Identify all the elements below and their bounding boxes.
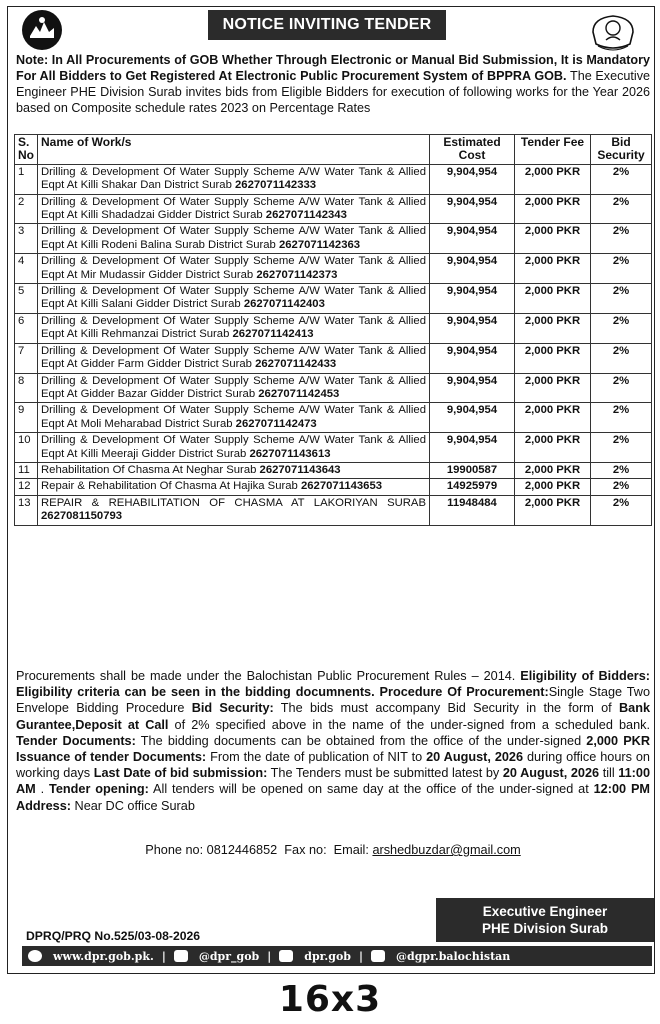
row-tender-fee: 2,000 PKR (515, 343, 591, 373)
work-description: Drilling & Development Of Water Supply Scheme A/W Water Tank & Allied Eqpt At Moli Meharabad District Surab (41, 404, 426, 430)
work-description: Drilling & Development Of Water Supply Scheme A/W Water Tank & Allied Eqpt At Killi Shadadzai Gidder District Surab (41, 195, 426, 222)
row-bid-security: 2% (591, 373, 652, 403)
table-row (15, 479, 652, 495)
documents-date: 20 August, 2026 (426, 750, 524, 765)
header-name: Name of Work/s (38, 135, 430, 165)
row-sno: 6 (15, 313, 38, 343)
work-code: 2627071143653 (300, 480, 383, 493)
works-table (14, 134, 652, 526)
row-estimated-cost: 9,904,954 (430, 284, 515, 314)
work-description: Drilling & Development Of Water Supply Scheme A/W Water Tank & Allied Eqpt At Killi Rodeni Balina Surab District Surab (41, 225, 426, 251)
row-sno: 9 (15, 403, 38, 433)
work-description: Drilling & Development Of Water Supply Scheme A/W Water Tank & Allied Eqpt At Killi Meeraji Gidder District Surab (41, 434, 426, 460)
header-sno: S. No (15, 135, 38, 165)
header-tender-fee: Tender Fee (515, 135, 591, 165)
table-header-row (15, 135, 652, 165)
row-tender-fee: 2,000 PKR (515, 495, 591, 525)
security-form: Bank Gurantee,Deposit at Call (16, 701, 651, 732)
work-description: REPAIR & REHABILITATION OF CHASMA AT LAKORIYAN SURAB (41, 496, 426, 509)
header-bid-security: Bid Security (591, 135, 652, 165)
email-link[interactable]: arshedbuzdar@gmail.com (372, 843, 521, 857)
signature-title: Executive Engineer (482, 904, 608, 919)
row-bid-security: 2% (591, 313, 652, 343)
row-bid-security: 2% (591, 164, 652, 194)
table-row (15, 433, 652, 463)
work-description: Drilling & Development Of Water Supply Scheme A/W Water Tank & Allied Eqpt At Killi Rehmanzai District Surab (41, 314, 426, 341)
work-description: Drilling & Development Of Water Supply Scheme A/W Water Tank & Allied Eqpt At Killi Shakar Dan District Surab (41, 165, 426, 192)
fax-label: Fax no: (284, 843, 327, 857)
opening-label: Tender opening: (49, 782, 149, 797)
address-text: Near DC office Surab (71, 798, 195, 813)
twitter-handle[interactable]: @dpr_gob (198, 949, 260, 963)
row-work-name (38, 373, 430, 403)
row-work-name (38, 254, 430, 284)
documents-fee: 2,000 PKR Issuance of tender Documents: (16, 733, 651, 765)
row-tender-fee: 2,000 PKR (515, 462, 591, 478)
work-description: Rehabilitation Of Chasma At Neghar Surab (41, 463, 257, 476)
work-code: 2627071142373 (256, 268, 338, 281)
government-emblem-icon (22, 10, 62, 50)
row-estimated-cost: 9,904,954 (430, 373, 515, 403)
row-estimated-cost: 11948484 (430, 495, 515, 525)
row-tender-fee: 2,000 PKR (515, 403, 591, 433)
row-bid-security: 2% (591, 194, 652, 224)
row-work-name (38, 462, 430, 478)
twitter-icon (174, 950, 188, 962)
registration-note: Note: In All Procurements of GOB Whether Through Electronic or Manual Bid Submission, It is Mandatory For All Bidders to Get Registered At Electronic Public Procurement System of BPPRA GOB. (16, 53, 650, 83)
work-code: 2627071142413 (232, 328, 314, 341)
row-bid-security: 2% (591, 462, 652, 478)
last-date-text-2: till (599, 766, 619, 781)
row-sno: 5 (15, 284, 38, 314)
table-row (15, 284, 652, 314)
row-work-name (38, 343, 430, 373)
row-work-name (38, 284, 430, 314)
table-row (15, 495, 652, 525)
row-sno: 7 (15, 343, 38, 373)
row-bid-security: 2% (591, 479, 652, 495)
work-code: 2627071143613 (249, 447, 331, 460)
row-sno: 3 (15, 224, 38, 254)
row-tender-fee: 2,000 PKR (515, 254, 591, 284)
row-sno: 4 (15, 254, 38, 284)
documents-text-2: From the date of publication of NIT to (206, 750, 427, 765)
ad-size-label: 16x3 (278, 979, 382, 1020)
row-estimated-cost: 9,904,954 (430, 224, 515, 254)
last-date-text: The Tenders must be submitted latest by (267, 766, 503, 781)
opening-time: 12:00 PM (593, 782, 650, 797)
row-estimated-cost: 9,904,954 (430, 343, 515, 373)
work-code: 2627071142363 (278, 238, 361, 251)
row-work-name (38, 224, 430, 254)
eligibility-label: Eligibility of Bidders: Eligibility criteria can be seen in the bidding documnents. Procedure Of Procurement: (16, 669, 650, 700)
tender-conditions (16, 668, 650, 814)
work-code: 2627071142343 (265, 209, 347, 222)
row-bid-security: 2% (591, 403, 652, 433)
row-tender-fee: 2,000 PKR (515, 313, 591, 343)
work-description: Drilling & Development Of Water Supply Scheme A/W Water Tank & Allied Eqpt At Mir Mudassir Gidder District Surab (41, 255, 426, 281)
work-code: 2627071142333 (235, 179, 317, 192)
row-sno: 13 (15, 495, 38, 525)
invitation-text: The Executive Engineer PHE Division Surab invites bids from Eligible Bidders for execution of following works for the Year 2026 based on Composite schedule rates 2023 on Percentage Rates (16, 69, 651, 115)
social-footer (22, 946, 652, 966)
work-code: 2627081150793 (41, 510, 123, 523)
work-description: Drilling & Development Of Water Supply Scheme A/W Water Tank & Allied Eqpt At Killi Salani Gidder District Surab (41, 285, 426, 311)
row-estimated-cost: 9,904,954 (430, 313, 515, 343)
row-bid-security: 2% (591, 343, 652, 373)
row-work-name (38, 433, 430, 463)
website-link[interactable]: www.dpr.gob.pk. (53, 949, 154, 963)
row-tender-fee: 2,000 PKR (515, 224, 591, 254)
row-work-name (38, 479, 430, 495)
row-tender-fee: 2,000 PKR (515, 373, 591, 403)
instagram-icon (279, 950, 293, 962)
row-estimated-cost: 9,904,954 (430, 433, 515, 463)
procedure-text: Single Stage Two Envelope Bidding Procedure (16, 685, 651, 716)
work-description: Repair & Rehabilitation Of Chasma At Hajika Surab (41, 480, 298, 493)
row-bid-security: 2% (591, 224, 652, 254)
row-estimated-cost: 9,904,954 (430, 164, 515, 194)
security-text-2: of 2% specified above in the name of the under-signed from a scheduled bank. (168, 717, 650, 732)
email-label: Email: (333, 843, 373, 857)
table-row (15, 224, 652, 254)
documents-text-3: during office hours on working days (16, 750, 650, 781)
row-bid-security: 2% (591, 254, 652, 284)
row-sno: 2 (15, 194, 38, 224)
last-date-label: Last Date of bid submission: (93, 766, 268, 781)
row-work-name (38, 495, 430, 525)
row-sno: 11 (15, 462, 38, 478)
facebook-handle[interactable]: @dgpr.balochistan (396, 949, 511, 963)
phone-number: 0812446852 (206, 843, 278, 857)
documents-label: Tender Documents: (16, 733, 136, 748)
row-tender-fee: 2,000 PKR (515, 433, 591, 463)
row-estimated-cost: 9,904,954 (430, 194, 515, 224)
row-work-name (38, 194, 430, 224)
intro-paragraph (16, 52, 650, 116)
address-label: Address: (16, 798, 71, 813)
instagram-handle[interactable]: dpr.gob (304, 949, 351, 963)
facebook-icon (371, 950, 385, 962)
table-row (15, 164, 652, 194)
row-bid-security: 2% (591, 284, 652, 314)
work-code: 2627071142433 (255, 358, 337, 371)
last-date: 20 August, 2026 (502, 766, 600, 781)
work-code: 2627071142473 (235, 417, 317, 430)
security-text: The bids must accompany Bid Security in the form of (273, 701, 619, 716)
work-description: Drilling & Development Of Water Supply Scheme A/W Water Tank & Allied Eqpt At Gidder Bazar Gidder District Surab (41, 374, 426, 400)
row-work-name (38, 313, 430, 343)
opening-text: All tenders will be opened on same day at the office of the under-signed at (148, 782, 594, 797)
row-tender-fee: 2,000 PKR (515, 194, 591, 224)
footer-divider: | (358, 949, 363, 963)
table-row (15, 462, 652, 478)
row-sno: 10 (15, 433, 38, 463)
table-row (15, 373, 652, 403)
row-estimated-cost: 9,904,954 (430, 403, 515, 433)
row-estimated-cost: 9,904,954 (430, 254, 515, 284)
footer-divider: | (161, 949, 166, 963)
table-row (15, 254, 652, 284)
row-sno: 8 (15, 373, 38, 403)
table-row (15, 343, 652, 373)
footer-divider: | (267, 949, 272, 963)
security-label: Bid Security: (191, 701, 274, 716)
work-code: 2627071142453 (258, 387, 340, 400)
row-sno: 12 (15, 479, 38, 495)
row-tender-fee: 2,000 PKR (515, 479, 591, 495)
contact-line (16, 843, 650, 857)
work-description: Drilling & Development Of Water Supply Scheme A/W Water Tank & Allied Eqpt At Gidder Farm Gidder District Surab (41, 344, 426, 371)
row-tender-fee: 2,000 PKR (515, 164, 591, 194)
reference-number: DPRQ/PRQ No.525/03-08-2026 (26, 929, 201, 943)
header-estimated-cost: Estimated Cost (430, 135, 515, 165)
rules-text: Procurements shall be made under the Balochistan Public Procurement Rules – 2014. (16, 669, 521, 683)
row-bid-security: 2% (591, 433, 652, 463)
row-estimated-cost: 14925979 (430, 479, 515, 495)
row-estimated-cost: 19900587 (430, 462, 515, 478)
signature-office: PHE Division Surab (481, 921, 609, 936)
last-date-text-3: . (35, 782, 50, 797)
row-sno: 1 (15, 164, 38, 194)
notice-title: NOTICE INVITING TENDER (208, 10, 446, 40)
table-row (15, 194, 652, 224)
row-work-name (38, 164, 430, 194)
last-time: 11:00 AM (16, 766, 651, 797)
website-icon (28, 950, 42, 962)
work-code: 2627071143643 (259, 463, 341, 476)
row-work-name (38, 403, 430, 433)
documents-text: The bidding documents can be obtained from the office of the under-signed (135, 733, 587, 748)
row-bid-security: 2% (591, 495, 652, 525)
department-seal-icon (590, 10, 636, 56)
work-code: 2627071142403 (243, 298, 325, 311)
table-row (15, 313, 652, 343)
row-tender-fee: 2,000 PKR (515, 284, 591, 314)
phone-label: Phone no: (145, 843, 207, 857)
table-row (15, 403, 652, 433)
signature-block (436, 898, 654, 942)
